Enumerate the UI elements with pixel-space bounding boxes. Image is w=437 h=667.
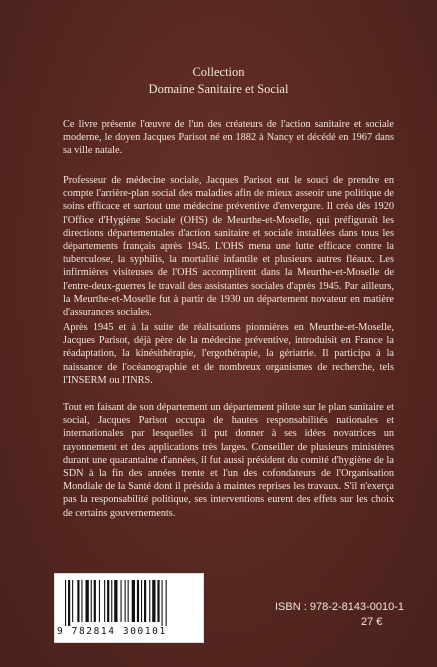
paragraph-text: Professeur de médecine sociale, Jacques Parisot eut le souci de prendre en compte l'arrière-plan social des maladies afin de mieux asseoir une politique de soins efficace et surtout une médecine préventive d'envergure. Il créa dès 1920 l'Office d'Hygiène Sociale (OHS) de Meurthe-et-Moselle, qui préfiguraît les directions départementales d'action sanitaire et sociale installées dans tous les départements français après 1945. L'OHS mena une lutte efficace contre la tuberculose, la syphilis, la mortalité infantile et plusieurs autres fléaux. Les infirmières visiteuses de l'OHS accomplirent dans la Meurthe-et-Moselle de l'entre-deux-guerres le travail des assistantes sociales d'après 1945. Par ailleurs, la Meurthe-et-Moselle fut à partir de 1930 un département novateur en matière d'assurances sociales. [63,175,394,319]
paragraph-career [63,174,394,319]
isbn-label: ISBN : 978-2-8143-0010-1 [275,601,405,613]
paragraph-text: Ce livre présente l'œuvre de l'un des créateurs de l'action sanitaire et sociale moderne, le doyen Jacques Parisot né en 1882 à Nancy et décédé en 1967 dans sa ville natale. [63,119,394,157]
paragraph-after-1945 [63,321,394,387]
collection-header [0,64,437,98]
barcode-bars-icon [65,580,193,626]
barcode [54,573,204,643]
paragraph-text: Après 1945 et à la suite de réalisations pionnières en Meurthe-et-Moselle, Jacques Parisot, déjà père de la médecine préventive, introduisit en France la réadaptation, la kinésithérapie, l'ergothérapie, la gériatrie. Il participa à la naissance de l'océanographie et de nombreux organismes de recherche, tels l'INSERM ou l'INRS. [63,322,394,386]
paragraph-intro [63,118,394,158]
price-label: 27 € [361,616,383,628]
collection-label: Collection [192,65,245,79]
paragraph-responsibilities [63,401,394,520]
collection-series: Domaine Sanitaire et Social [148,82,289,96]
barcode-digits: 9 782814 300101 [57,626,167,637]
paragraph-text: Tout en faisant de son département un département pilote sur le plan sanitaire et social, Jacques Parisot occupa de hautes responsabilités nationales et internationales par lesquelles il put donner à ses idées novatrices un rayonnement et des applications très larges. Conseiller de plusieurs ministères durant une quarantaine d'années, il fut aussi président du comité d'hygiène de la SDN à la fin des années trente et l'un des cofondateurs de l'Organisation Mondiale de la Santé dont il présida à maintes reprises les travaux. S'il n'exerça pas la responsabilité politique, ses interventions eurent des effets sur les choix de certains gouvernements. [63,402,394,519]
